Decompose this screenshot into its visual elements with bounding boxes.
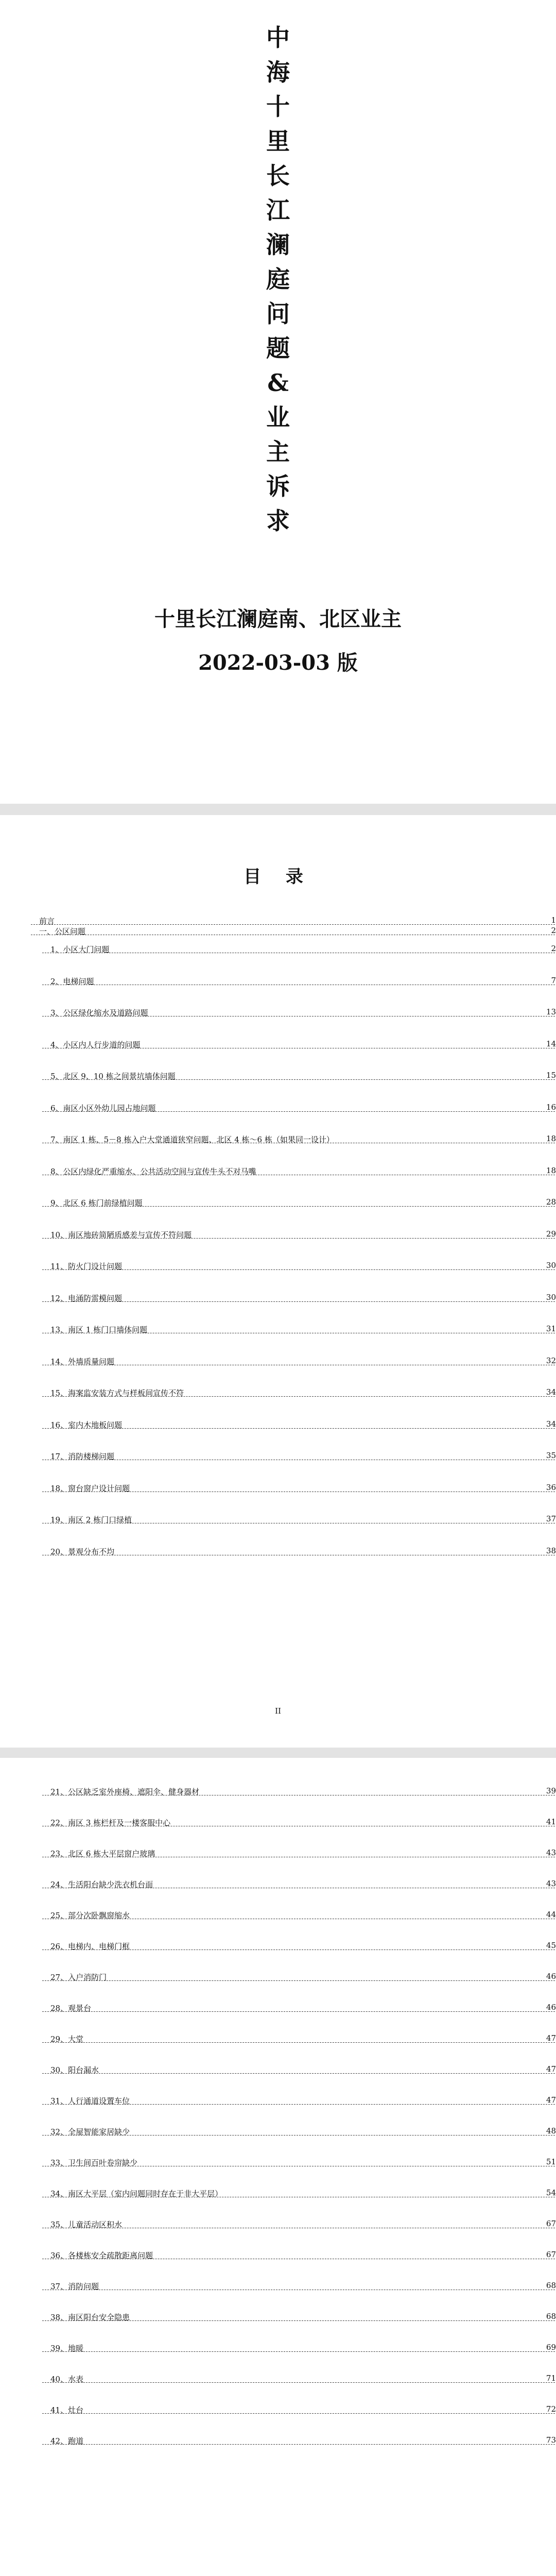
toc-entry-page: 2 [551,926,556,935]
toc-entry-page: 68 [546,2312,556,2321]
toc-entry-page: 34 [546,1419,556,1429]
toc-entry-page: 38 [546,1546,556,1555]
toc-entry-label[interactable]: 7、南区 1 栋、5－8 栋入户大堂通道狭窄问题、北区 4 栋～6 栋（如果同一设计） [50,1135,334,1144]
toc-entry-label[interactable]: 18、窗台窗户设计问题 [50,1483,130,1493]
toc-entry-label[interactable]: 21、公区缺乏室外座椅、遮阳伞、健身器材 [50,1787,200,1797]
toc-entry-page: 35 [546,1451,556,1460]
cover-title-char: 业 [266,403,290,431]
cover-title-char: 问 [266,300,290,328]
toc-leader-line [42,2073,555,2074]
toc-entry-label[interactable]: 14、外墙质量问题 [50,1357,115,1366]
toc-entry-label[interactable]: 10、南区地砖简陋质感差与宣传不符问题 [50,1230,192,1240]
cover-version: 2022-03-03 版 [198,651,358,675]
toc-entry-label[interactable]: 26、电梯内、电梯门框 [50,1942,130,1951]
toc-entry-label[interactable]: 5、北区 9、10 栋之间景坑墙体问题 [50,1072,176,1081]
toc-entry-page: 31 [546,1324,556,1333]
toc-leader-line [42,1396,555,1397]
toc-entry-label[interactable]: 40、水表 [50,2375,84,2384]
toc-entry-page: 68 [546,2281,556,2290]
toc-entry-page: 43 [546,1848,556,1857]
toc-leader-line [42,1111,555,1112]
cover-title-char: 澜 [266,231,290,259]
toc-entry-page: 48 [546,2126,556,2136]
toc-entry-label[interactable]: 9、北区 6 栋门前绿植问题 [50,1198,143,1208]
toc-entry-page: 1 [551,916,556,925]
toc-entry-label[interactable]: 25、部分次卧飘窗缩水 [50,1911,130,1920]
toc-entry-label[interactable]: 16、室内木地板问题 [50,1420,123,1430]
toc-entry-label[interactable]: 36、各楼栋安全疏散距离问题 [50,2251,153,2260]
toc-entry-label[interactable]: 29、大堂 [50,2035,84,2044]
toc-entry-label[interactable]: 6、南区小区外幼儿园占地问题 [50,1103,156,1113]
toc-entry-page: 69 [546,2343,556,2352]
toc-entry-page: 37 [546,1514,556,1523]
toc-entry-label[interactable]: 34、南区大平层（室内问题同时存在于非大平层） [50,2189,223,2198]
toc-entry-page: 72 [546,2404,556,2414]
toc-leader-line [42,1269,555,1270]
toc-entry-page: 36 [546,1482,556,1492]
toc-leader-line [42,2042,555,2043]
toc-entry-label[interactable]: 24、生活阳台缺少洗衣机台面 [50,1880,153,1889]
toc-entry-page: 30 [546,1261,556,1270]
toc-page-2 [0,1758,556,2576]
cover-title-char: 庭 [266,265,290,293]
toc-entry-page: 54 [546,2188,556,2197]
toc-entry-label[interactable]: 2、电梯问题 [50,976,94,986]
toc-entry-page: 16 [546,1102,556,1112]
toc-entry-label[interactable]: 41、灶台 [50,2405,84,2415]
cover-title-char: 里 [266,127,290,155]
toc-leader-line [42,1301,555,1302]
toc-entry-page: 13 [546,1007,556,1016]
cover-title-char: 诉 [266,472,290,500]
toc-entry-page: 47 [546,2033,556,2043]
cover-title-char: 海 [266,58,290,86]
toc-leader-line [42,2351,555,2352]
toc-leader-line [42,2413,555,2414]
cover-page [0,0,556,804]
cover-title-char: 求 [266,507,290,535]
toc-entry-label[interactable]: 8、公区内绿化严重缩水、公共活动空间与宣传牛头不对马嘴 [50,1166,256,1176]
toc-entry-label[interactable]: 42、跑道 [50,2436,84,2446]
toc-entry-page: 29 [546,1229,556,1239]
cover-title-char: 题 [266,334,290,362]
toc-entry-page: 46 [546,1972,556,1981]
toc-entry-label[interactable]: 20、景观分布不均 [50,1547,115,1556]
toc-entry-label[interactable]: 19、南区 2 栋门口绿植 [50,1515,132,1524]
toc-entry-page: 2 [551,944,556,953]
toc-leader-line [31,924,555,925]
cover-title-char: 十 [266,93,290,121]
toc-entry-page: 41 [546,1817,556,1826]
cover-title-char: 江 [266,196,290,224]
toc-entry-page: 43 [546,1879,556,1888]
toc-page-1 [0,815,556,1748]
toc-entry-label[interactable]: 23、北区 6 栋大平层窗户玻璃 [50,1849,155,1858]
toc-leader-line [42,2011,555,2012]
toc-entry-page: 44 [546,1910,556,1919]
toc-leader-line [42,1238,555,1239]
toc-entry-page: 28 [546,1197,556,1207]
toc-entry-page: 46 [546,2003,556,2012]
toc-entry-label[interactable]: 32、全屋智能家居缺少 [50,2127,130,2137]
toc-entry-page: 18 [546,1165,556,1175]
toc-entry-label[interactable]: 31、人行通道设置车位 [50,2096,130,2106]
toc-entry-label[interactable]: 13、南区 1 栋门口墙体问题 [50,1325,148,1334]
cover-subtitle: 十里长江澜庭南、北区业主 [154,607,402,631]
cover-title [257,21,299,538]
toc-leader-line [42,2444,555,2445]
toc-leader-line [42,1206,555,1207]
toc-leader-line [42,2104,555,2105]
toc-entry-label[interactable]: 39、地暖 [50,2344,84,2353]
toc-entry-label[interactable]: 12、电涌防雷模问题 [50,1293,123,1303]
toc-entry-label[interactable]: 35、儿童活动区积水 [50,2220,123,2229]
toc-entry-page: 45 [546,1941,556,1950]
toc-entry-label[interactable]: 38、南区阳台安全隐患 [50,2313,130,2322]
cover-title-char: 长 [266,162,290,190]
toc-entry-label[interactable]: 28、观景台 [50,2004,92,2013]
toc-heading: 目 录 [244,867,312,887]
toc-entry-page: 39 [546,1786,556,1795]
toc-entry-page: 47 [546,2064,556,2074]
toc-entry-label[interactable]: 4、小区内人行步道的问题 [50,1040,141,1049]
toc-entry-label[interactable]: 前言 [39,917,55,926]
cover-title-char: & [267,369,289,397]
toc-entry-page: 73 [546,2435,556,2445]
cover-title-char: 主 [266,438,290,466]
toc-leader-line [42,2320,555,2321]
toc-entry-page: 18 [546,1134,556,1143]
toc-entry-label[interactable]: 30、阳台漏水 [50,2065,99,2075]
toc-entry-label[interactable]: 3、公区绿化缩水及道路问题 [50,1008,148,1018]
toc-entry-label[interactable]: 1、小区大门问题 [50,945,110,954]
toc-leader-line [42,1980,555,1981]
page-footer: II [275,1706,281,1716]
toc-entry-page: 47 [546,2095,556,2105]
toc-entry-page: 15 [546,1071,556,1080]
toc-entry-page: 51 [546,2157,556,2166]
toc-leader-line [42,2135,555,2136]
toc-entry-page: 32 [546,1355,556,1365]
toc-entry-page: 14 [546,1039,556,1048]
toc-entry-label[interactable]: 27、入户消防门 [50,1973,107,1982]
toc-entry-page: 30 [546,1292,556,1302]
toc-entry-label[interactable]: 17、消防楼梯问题 [50,1452,115,1461]
toc-entry-label[interactable]: 一、公区问题 [39,927,86,936]
toc-entry-page: 7 [551,975,556,985]
toc-entry-page: 34 [546,1387,556,1397]
toc-entry-label[interactable]: 37、消防问题 [50,2282,99,2291]
toc-entry-label[interactable]: 22、南区 3 栋栏杆及一楼客服中心 [50,1818,171,1827]
cover-title-char: 中 [266,24,290,52]
toc-entry-label[interactable]: 33、卫生间百叶卷帘缺少 [50,2158,138,2167]
toc-leader-line [42,2382,555,2383]
toc-entry-page: 67 [546,2250,556,2259]
toc-entry-label[interactable]: 15、海案监安装方式与样板间宣传不符 [50,1388,184,1398]
toc-leader-line [42,1079,555,1080]
toc-entry-label[interactable]: 11、防火门设计问题 [50,1262,123,1271]
toc-entry-page: 67 [546,2219,556,2228]
toc-entry-page: 71 [546,2374,556,2383]
toc-leader-line [42,1428,555,1429]
